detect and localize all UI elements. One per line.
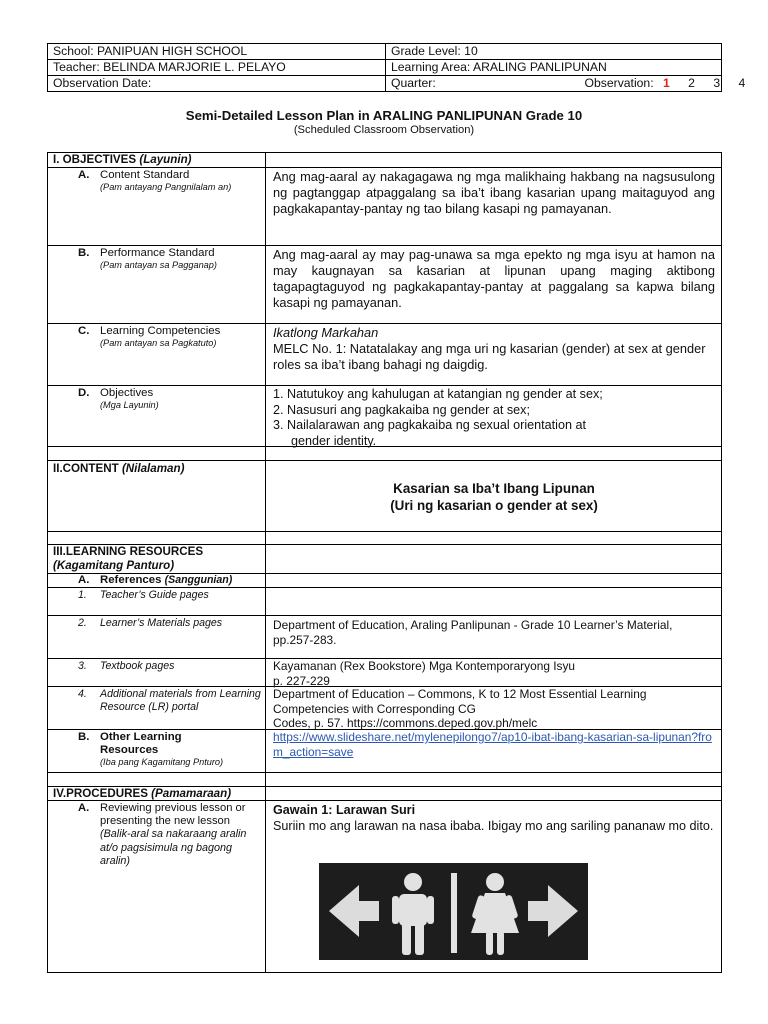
observation-date-cell: Observation Date: bbox=[48, 76, 386, 92]
content-title bbox=[266, 480, 722, 514]
observation-number-1: 1 bbox=[663, 76, 670, 90]
row-divider bbox=[48, 587, 721, 588]
column-divider bbox=[265, 153, 266, 972]
learning-resources-heading: III.LEARNING RESOURCES (Kagamitang Panturo) bbox=[53, 545, 204, 572]
activity-text: Suriin mo ang larawan na nasa ibaba. Ibigay mo ang sariling pananaw mo dito. bbox=[273, 819, 714, 833]
activity-title: Gawain 1: Larawan Suri bbox=[273, 803, 416, 817]
learners-materials-value: Department of Education, Araling Panlipunan - Grade 10 Learner’s Material, pp.257-283. bbox=[273, 618, 673, 647]
row-divider bbox=[48, 772, 721, 773]
reviewing-lesson-label: A. Reviewing previous lesson or presenting the new lesson (Balik-aral sa nakaraang aralin at/o pagsisimula ng bagong aralin) bbox=[78, 802, 247, 867]
observation-group: Observation: 1 2 3 4 bbox=[584, 76, 746, 90]
content-title-line1: Kasarian sa Iba’t Ibang Lipunan bbox=[393, 481, 595, 496]
content-title-line2: (Uri ng kasarian o gender at sex) bbox=[390, 498, 598, 513]
performance-standard-text: Ang mag-aaral ay may pag-unawa sa mga epekto ng mga isyu at hamon na may kaugnayan sa kasarian at lipunan upang maging aktibong tagapagtaguyod ng pagkakapantay-pantay at paggalang sa kapwa bilang kasapi ng pamayanan. bbox=[273, 247, 715, 310]
learning-area-cell: Learning Area: ARALING PANLIPUNAN bbox=[386, 60, 722, 76]
objectives-label: D. Objectives (Mga Layunin) bbox=[78, 387, 159, 410]
lesson-plan-table bbox=[47, 152, 722, 973]
document-title: Semi-Detailed Lesson Plan in ARALING PANLIPUNAN Grade 10 bbox=[185, 108, 583, 123]
row-divider bbox=[48, 245, 721, 246]
grade-level-cell: Grade Level: 10 bbox=[386, 44, 722, 60]
observation-label: Observation: bbox=[584, 76, 654, 90]
textbook-value: Kayamanan (Rex Bookstore) Mga Kontemporaryong Isyu p. 227-229 bbox=[273, 659, 576, 688]
content-heading: II.CONTENT (Nilalaman) bbox=[53, 462, 185, 475]
other-resources-label: B. Other Learning Resources (Iba pang Kagamitang Pnturo) bbox=[78, 731, 224, 767]
content-standard-label: A. Content Standard (Pam antayang Pangnilalam an) bbox=[78, 169, 232, 192]
divider-bar bbox=[451, 873, 457, 953]
procedures-heading: IV.PROCEDURES (Pamamaraan) bbox=[53, 787, 232, 800]
row-divider bbox=[48, 460, 721, 461]
content-standard-text: Ang mag-aaral ay nakagagawa ng mga malikhaing hakbang na nagsusulong ng pagtanggap atpaggalang sa iba’t ibang kasarian upang maitaguyod ang pagkakapantay-pantay ng tao bilang kasapi ng pamayanan. bbox=[273, 169, 715, 216]
objectives-heading: I. OBJECTIVES (Layunin) bbox=[53, 153, 192, 166]
restroom-sign-illustration bbox=[319, 863, 588, 960]
learning-competencies-text bbox=[273, 325, 715, 373]
objective-item: 2. Nasusuri ang pagkakaiba ng gender at sex; bbox=[273, 402, 530, 417]
objective-item: 3. Nailalarawan ang pagkakaiba ng sexual orientation at bbox=[273, 418, 586, 432]
header-info-table bbox=[47, 43, 746, 92]
reference-item-2: 2. Learner’s Materials pages bbox=[78, 617, 223, 629]
restroom-sign-image bbox=[319, 863, 588, 960]
slideshare-link[interactable]: https://www.slideshare.net/mylenepilongo7/ap10-ibat-ibang-kasarian-sa-lipunan?from_action=save bbox=[273, 730, 712, 759]
row-divider bbox=[48, 385, 721, 386]
performance-standard-label: B. Performance Standard (Pam antayan sa Pagganap) bbox=[78, 247, 217, 270]
other-resources-link-cell bbox=[273, 730, 715, 759]
references-label: A. References (Sanggunian) bbox=[78, 574, 233, 586]
row-divider bbox=[48, 615, 721, 616]
school-cell: School: PANIPUAN HIGH SCHOOL bbox=[48, 44, 386, 60]
objectives-list bbox=[273, 387, 715, 449]
objective-item-continued: gender identity. bbox=[291, 433, 377, 448]
observation-number-3: 3 bbox=[713, 76, 721, 90]
reference-item-3: 3. Textbook pages bbox=[78, 660, 175, 672]
row-divider bbox=[48, 531, 721, 532]
melc-text: MELC No. 1: Natatalakay ang mga uri ng kasarian (gender) at sex at gender roles sa iba’t ibang bahagi ng daigdig. bbox=[273, 341, 706, 372]
quarter-heading: Ikatlong Markahan bbox=[273, 325, 379, 340]
row-divider bbox=[48, 167, 721, 168]
quarter-cell bbox=[386, 76, 746, 92]
quarter-label: Quarter: bbox=[391, 76, 436, 90]
document-subtitle: (Scheduled Classroom Observation) bbox=[293, 124, 475, 136]
learning-competencies-label: C. Learning Competencies (Pam antayan sa Pagkatuto) bbox=[78, 325, 221, 348]
reference-item-4: 4. Additional materials from Learning Resource (LR) portal bbox=[78, 688, 261, 713]
objective-item: 1. Natutukoy ang kahulugan at katangian ng gender at sex; bbox=[273, 387, 603, 401]
activity-cell bbox=[273, 802, 715, 834]
row-divider bbox=[48, 323, 721, 324]
additional-materials-value: Department of Education – Commons, K to 12 Most Essential Learning Competencies with Corresponding CG Codes, p. 57. https://commons.deped.gov.ph/melc bbox=[273, 687, 647, 730]
reference-item-1: 1. Teacher’s Guide pages bbox=[78, 589, 209, 601]
teacher-cell: Teacher: BELINDA MARJORIE L. PELAYO bbox=[48, 60, 386, 76]
observation-number-2: 2 bbox=[688, 76, 695, 90]
